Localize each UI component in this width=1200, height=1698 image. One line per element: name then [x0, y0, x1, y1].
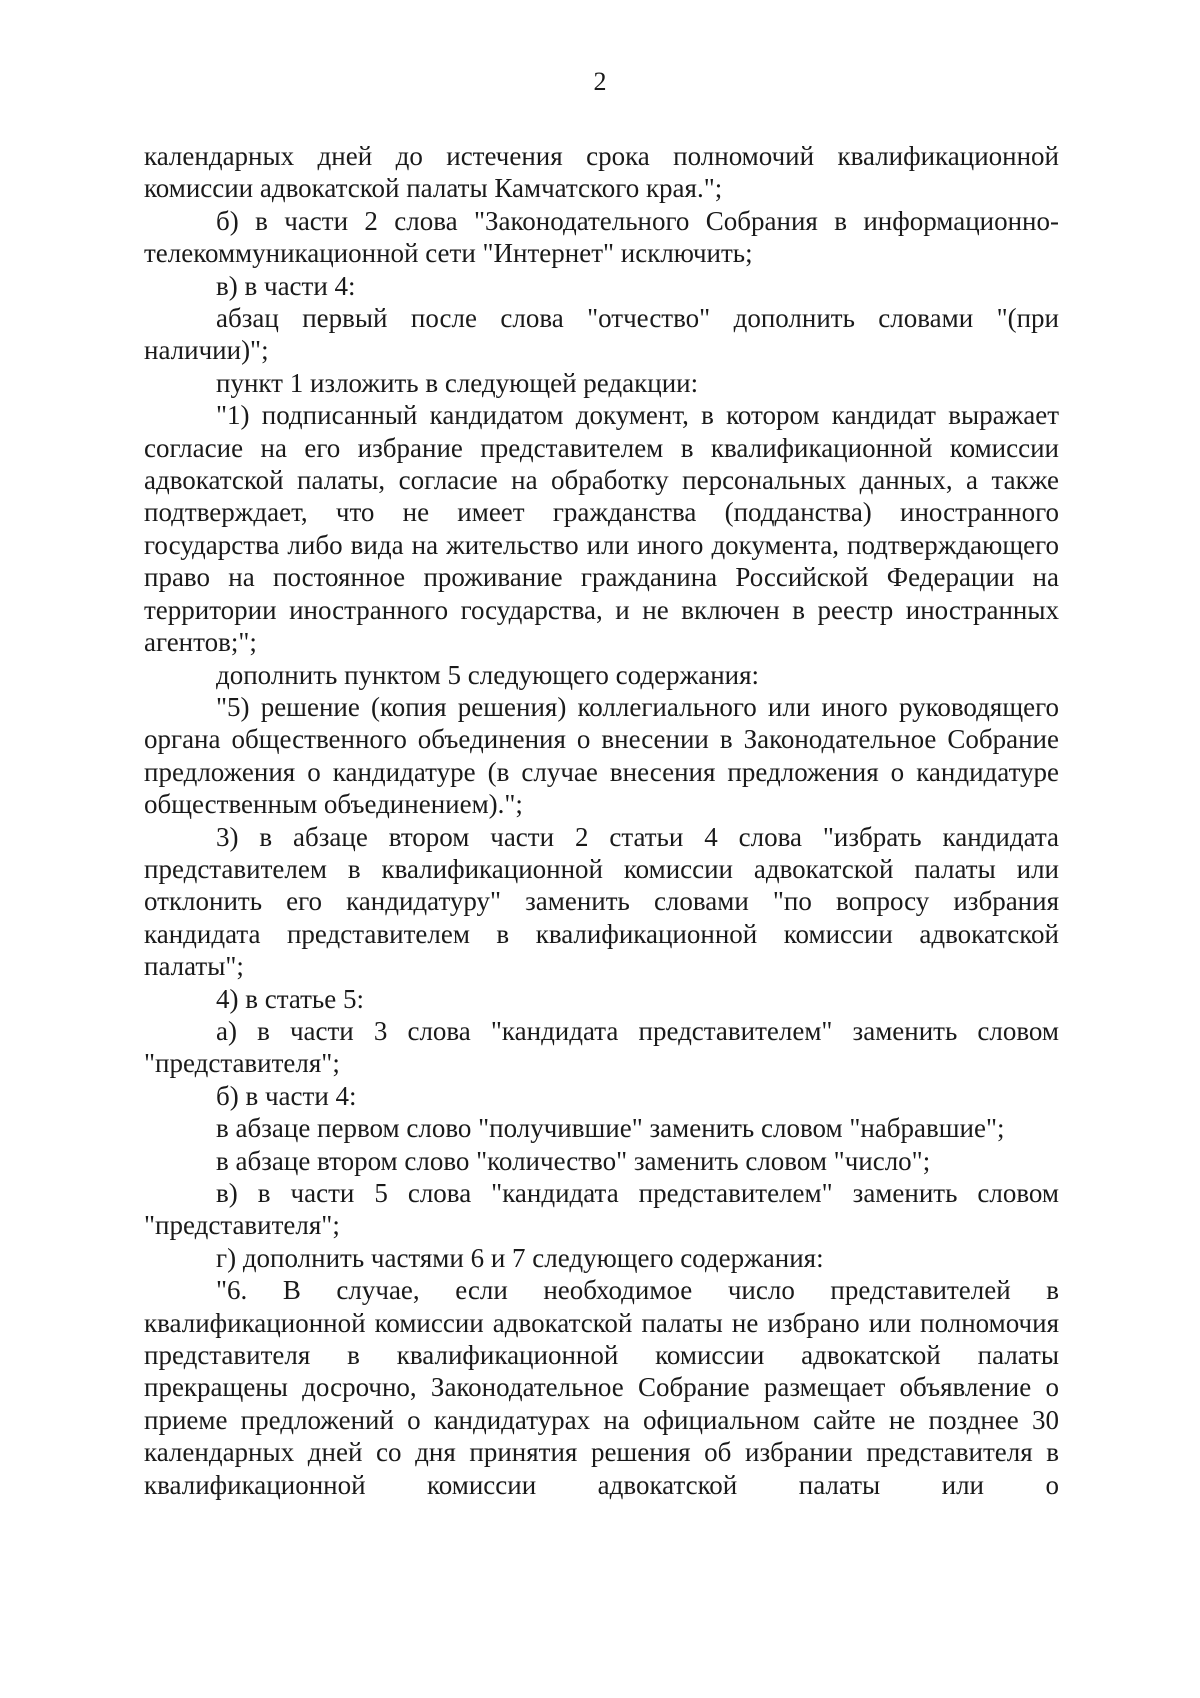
paragraph-14: в абзаце втором слово "количество" заменить словом "число"; — [216, 1145, 931, 1176]
paragraph-12: б) в части 4: — [216, 1080, 357, 1111]
document-body — [144, 140, 1059, 1501]
paragraph-10: 4) в статье 5: — [216, 983, 364, 1014]
paragraph-11: а) в части 3 слова "кандидата представителем" заменить словом "представителя"; — [144, 1015, 1059, 1079]
paragraph-6: "1) подписанный кандидатом документ, в котором кандидат выражает согласие на его избрание представителем в квалификационной комиссии адвокатской палаты, согласие на обработку персональных данных, а также подтверждает, что не имеет гражданства (подданства) иностранного государства либо вида на жительство или иного документа, подтверждающего право на постоянное проживание гражданина Российской Федерации на территории иностранного государства, и не включен в реестр иностранных агентов;"; — [144, 400, 1059, 658]
paragraph-8: "5) решение (копия решения) коллегиального или иного руководящего органа общественного объединения о внесении в Законодательное Собрание предложения о кандидатуре (в случае внесения предложения о кандидатуре общественным объединением)."; — [144, 691, 1059, 820]
paragraph-2: б) в части 2 слова "Законодательного Собрания в информационно-телекоммуникационной сети "Интернет" исключить; — [144, 205, 1059, 269]
paragraph-17: "6. В случае, если необходимое число представителей в квалификационной комиссии адвокатской палаты не избрано или полномочия представителя в квалификационной комиссии адвокатской палаты прекращены досрочно, Законодательное Собрание размещает объявление о приеме предложений о кандидатурах на официальном сайте не позднее 30 календарных дней со дня принятия решения об избрании представителя в квалификационной комиссии адвокатской палаты или о — [144, 1275, 1059, 1500]
page-number: 2 — [593, 67, 607, 96]
paragraph-5: пункт 1 изложить в следующей редакции: — [216, 367, 699, 398]
paragraph-1: календарных дней до истечения срока полномочий квалификационной комиссии адвокатской палаты Камчатского края."; — [144, 141, 1059, 204]
paragraph-9: 3) в абзаце втором части 2 статьи 4 слова "избрать кандидата представителем в квалификационной комиссии адвокатской палаты или отклонить его кандидатуру" заменить словами "по вопросу избрания кандидата представителем в квалификационной комиссии адвокатской палаты"; — [144, 821, 1059, 982]
paragraph-16: г) дополнить частями 6 и 7 следующего содержания: — [216, 1242, 824, 1273]
paragraph-7: дополнить пунктом 5 следующего содержания: — [216, 659, 760, 690]
paragraph-15: в) в части 5 слова "кандидата представителем" заменить словом "представителя"; — [144, 1178, 1059, 1241]
paragraph-13: в абзаце первом слово "получившие" заменить словом "набравшие"; — [216, 1113, 1005, 1144]
paragraph-4: абзац первый после слова "отчество" дополнить словами "(при наличии)"; — [144, 303, 1059, 366]
paragraph-3: в) в части 4: — [216, 270, 356, 301]
